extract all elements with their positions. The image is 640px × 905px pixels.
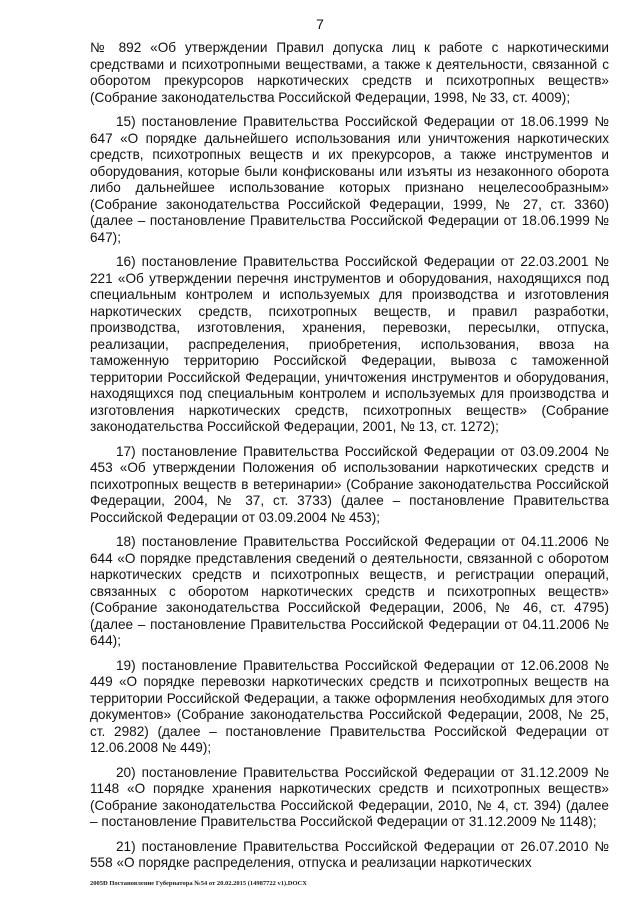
- document-body: [90, 40, 609, 880]
- paragraph-continuation: № 892 «Об утверждении Правил допуска лиц к работе с наркотическими средствами и психотропными веществами, а также к деятельности, связанной с оборотом прекурсоров наркотических средств и психотропных веществ» (Собрание законодательства Российской Федерации, 1998, № 33, ст. 4009);: [90, 40, 609, 105]
- paragraph-item-21: 21) постановление Правительства Российской Федерации от 26.07.2010 № 558 «О порядке распределения, отпуска и реализации наркотических: [90, 838, 609, 870]
- paragraph-item-18: 18) постановление Правительства Российской Федерации от 04.11.2006 № 644 «О порядке представления сведений о деятельности, связанной с оборотом наркотических средств и психотропных веществ, и регистрации операций, связанных с оборотом наркотических средств и психотропных веществ» (Собрание законодательства Российской Федерации, 2006, № 46, ст. 4795) (далее – постановление Правительства Российской Федерации от 04.11.2006 № 644);: [90, 534, 609, 648]
- paragraph-item-19: 19) постановление Правительства Российской Федерации от 12.06.2008 № 449 «О порядке перевозки наркотических средств и психотропных веществ на территории Российской Федерации, а также оформления необходимых для этого документов» (Собрание законодательства Российской Федерации, 2008, № 25, ст. 2982) (далее – постановление Правительства Российской Федерации от 12.06.2008 № 449);: [90, 657, 609, 755]
- page-number: 7: [316, 16, 324, 32]
- paragraph-item-17: 17) постановление Правительства Российской Федерации от 03.09.2004 № 453 «Об утверждении Положения об использовании наркотических средств и психотропных веществ в ветеринарии» (Собрание законодательства Российской Федерации, 2004, № 37, ст. 3733) (далее – постановление Правительства Российской Федерации от 03.09.2004 № 453);: [90, 443, 609, 525]
- paragraph-item-20: 20) постановление Правительства Российской Федерации от 31.12.2009 № 1148 «О порядке хранения наркотических средств и психотропных веществ» (Собрание законодательства Российской Федерации, 2010, № 4, ст. 394) (далее – постановление Правительства Российской Федерации от 31.12.2009 № 1148);: [90, 764, 609, 829]
- document-footer: 2005Ð Постановление Губернатора №54 от 20.02.2015 (14987722 v1).DOCX: [90, 880, 307, 887]
- paragraph-item-16: 16) постановление Правительства Российской Федерации от 22.03.2001 № 221 «Об утверждении перечня инструментов и оборудования, находящихся под специальным контролем и используемых для производства и изготовления наркотических средств, психотропных веществ, и правил разработки, производства, изготовления, хранения, перевозки, пересылки, отпуска, реализации, распределения, приобретения, использования, ввоза на таможенную территорию Российской Федерации, вывоза с таможенной территории Российской Федерации, уничтожения инструментов и оборудования, находящихся под специальным контролем и используемых для производства и изготовления наркотических средств, психотропных веществ» (Собрание законодательства Российской Федерации, 2001, № 13, ст. 1272);: [90, 254, 609, 434]
- paragraph-item-15: 15) постановление Правительства Российской Федерации от 18.06.1999 № 647 «О порядке дальнейшего использования или уничтожения наркотических средств, психотропных веществ и их прекурсоров, а также инструментов и оборудования, которые были конфискованы или изъяты из незаконного оборота либо дальнейшее использование которых признано нецелесообразным» (Собрание законодательства Российской Федерации, 1999, № 27, ст. 3360) (далее – постановление Правительства Российской Федерации от 18.06.1999 № 647);: [90, 114, 609, 245]
